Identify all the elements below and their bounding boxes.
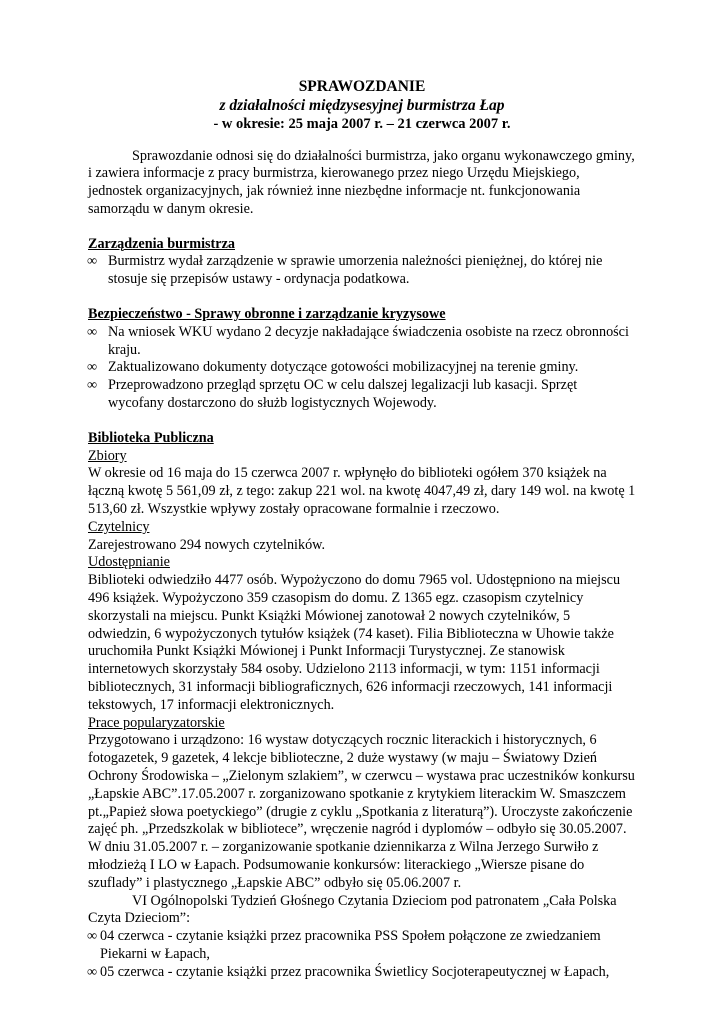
list-item: ∞ Przeprowadzono przegląd sprzętu OC w celu dalszej legalizacji lub kasacji. Sprzęt wycofany dostarczono do służb logistycznych Wojewody. (87, 377, 578, 412)
infinity-bullet-icon: ∞ (87, 963, 98, 980)
section-heading-zarzadzenia: Zarządzenia burmistrza (88, 235, 235, 252)
infinity-bullet-icon: ∞ (87, 359, 98, 376)
title-line-2: z działalności międzysesyjnej burmistrza Łap (219, 96, 505, 114)
tydzien-paragraph: VI Ogólnopolski Tydzień Głośnego Czytania Dzieciom pod patronatem „Cała Polska Czyta Dzieciom”: (88, 892, 617, 927)
intro-paragraph: Sprawozdanie odnosi się do działalności burmistrza, jako organu wykonawczego gminy, i zawiera informacje z pracy burmistrza, kierowanego przez niego Urzędu Miejskiego, jednostek organizacyjnych, jak również inne niezbędne informacje nt. funkcjonowania samorządu w danym okresie. (88, 147, 635, 217)
document-title (88, 78, 636, 134)
document-page (88, 78, 636, 982)
section-heading-biblioteka: Biblioteka Publiczna (88, 429, 214, 446)
title-line-1: SPRAWOZDANIE (298, 78, 426, 95)
subheading-prace: Prace popularyzatorskie (88, 714, 225, 731)
zbiory-paragraph: W okresie od 16 maja do 15 czerwca 2007 r. wpłynęło do biblioteki ogółem 370 książek na łączną kwotę 5 561,09 zł, z tego: zakup 221 wol. na kwotę 4047,49 zł, dary 149 wol. na kwotę 1 513,60 zł. Wszystkie wpływy zostały opracowane formalnie i rzeczowo. (88, 465, 636, 518)
infinity-bullet-icon: ∞ (87, 323, 98, 340)
bezpieczenstwo-list (88, 324, 636, 413)
infinity-bullet-icon: ∞ (87, 377, 98, 394)
infinity-bullet-icon: ∞ (87, 253, 98, 270)
section-heading-bezpieczenstwo: Bezpieczeństwo - Sprawy obronne i zarządzanie kryzysowe (88, 306, 446, 323)
udostepnianie-paragraph: Biblioteki odwiedziło 4477 osób. Wypożyczono do domu 7965 vol. Udostępniono na miejscu 496 książek. Wypożyczono 359 czasopism do domu. Z 1365 egz. czasopism czytelnicy skorzystali na miejscu. Punkt Książki Mówionej zanotował 2 nowych czytelników, 5 odwiedzin, 6 wypożyczonych tytułów książek (74 kaset). Filia Biblioteczna w Uhowie także uruchomiła Punkt Książki Mówionej i Punkt Informacji Turystycznej. Ze stanowisk internetowych skorzystały 584 osoby. Udzielono 2113 informacji, w tym: 1151 informacji bibliotecznych, 31 informacji bibliograficznych, 626 informacji rzeczowych, 141 informacji tekstowych, 17 informacji elektronicznych. (88, 572, 621, 713)
infinity-bullet-icon: ∞ (87, 928, 98, 945)
tydzien-list (88, 928, 636, 981)
subheading-udostepnianie: Udostępnianie (88, 554, 170, 571)
czytelnicy-paragraph: Zarejestrowano 294 nowych czytelników. (88, 536, 326, 553)
title-period: - w okresie: 25 maja 2007 r. – 21 czerwca 2007 r. (213, 116, 511, 132)
list-item: ∞ Na wniosek WKU wydano 2 decyzje nakładające świadczenia osobiste na rzecz obronności kraju. (87, 323, 629, 358)
list-item: ∞ Burmistrz wydał zarządzenie w sprawie umorzenia należności pieniężnej, do której nie stosuje się przepisów ustawy - ordynacja podatkowa. (87, 253, 603, 288)
prace-paragraph: Przygotowano i urządzono: 16 wystaw dotyczących rocznic literackich i historycznych, 6 fotogazetek, 9 gazetek, 4 lekcje biblioteczne, 2 duże wystawy (w maju – Światowy Dzień Ochrony Środowiska – „Zielonym szlakiem”, w czerwcu – wystawa prac uczestników konkursu „Łapskie ABC”.17.05.2007 r. zorganizowano spotkanie z krytykiem literackim W. Smaszczem pt.„Papież słowa poetyckiego” (drugie z cyklu „Spotkania z literaturą”). Uroczyste zakończenie zajęć ph. „Przedszkolak w bibliotece”, wręczenie nagród i dyplomów – odbyło się 30.05.2007. W dniu 31.05.2007 r. – zorganizowanie spotkanie dziennikarza z Wilna Jerzego Surwiło z młodzieżą I LO w Łapach. Podsumowanie konkursów: literackiego „Wiersze pisane do szuflady” i plastycznego „Łapskie ABC” odbyło się 05.06.2007 r. (88, 732, 635, 891)
subheading-czytelnicy: Czytelnicy (88, 518, 150, 535)
list-item: ∞ 04 czerwca - czytanie książki przez pracownika PSS Społem połączone ze zwiedzaniem Piekarni w Łapach, (87, 928, 601, 962)
list-item: ∞ 05 czerwca - czytanie książki przez pracownika Świetlicy Socjoterapeutycznej w Łapach, (87, 963, 610, 980)
zarzadzenia-list (88, 253, 636, 289)
list-item: ∞ Zaktualizowano dokumenty dotyczące gotowości mobilizacyjnej na terenie gminy. (87, 359, 579, 376)
subheading-zbiory: Zbiory (88, 447, 127, 464)
